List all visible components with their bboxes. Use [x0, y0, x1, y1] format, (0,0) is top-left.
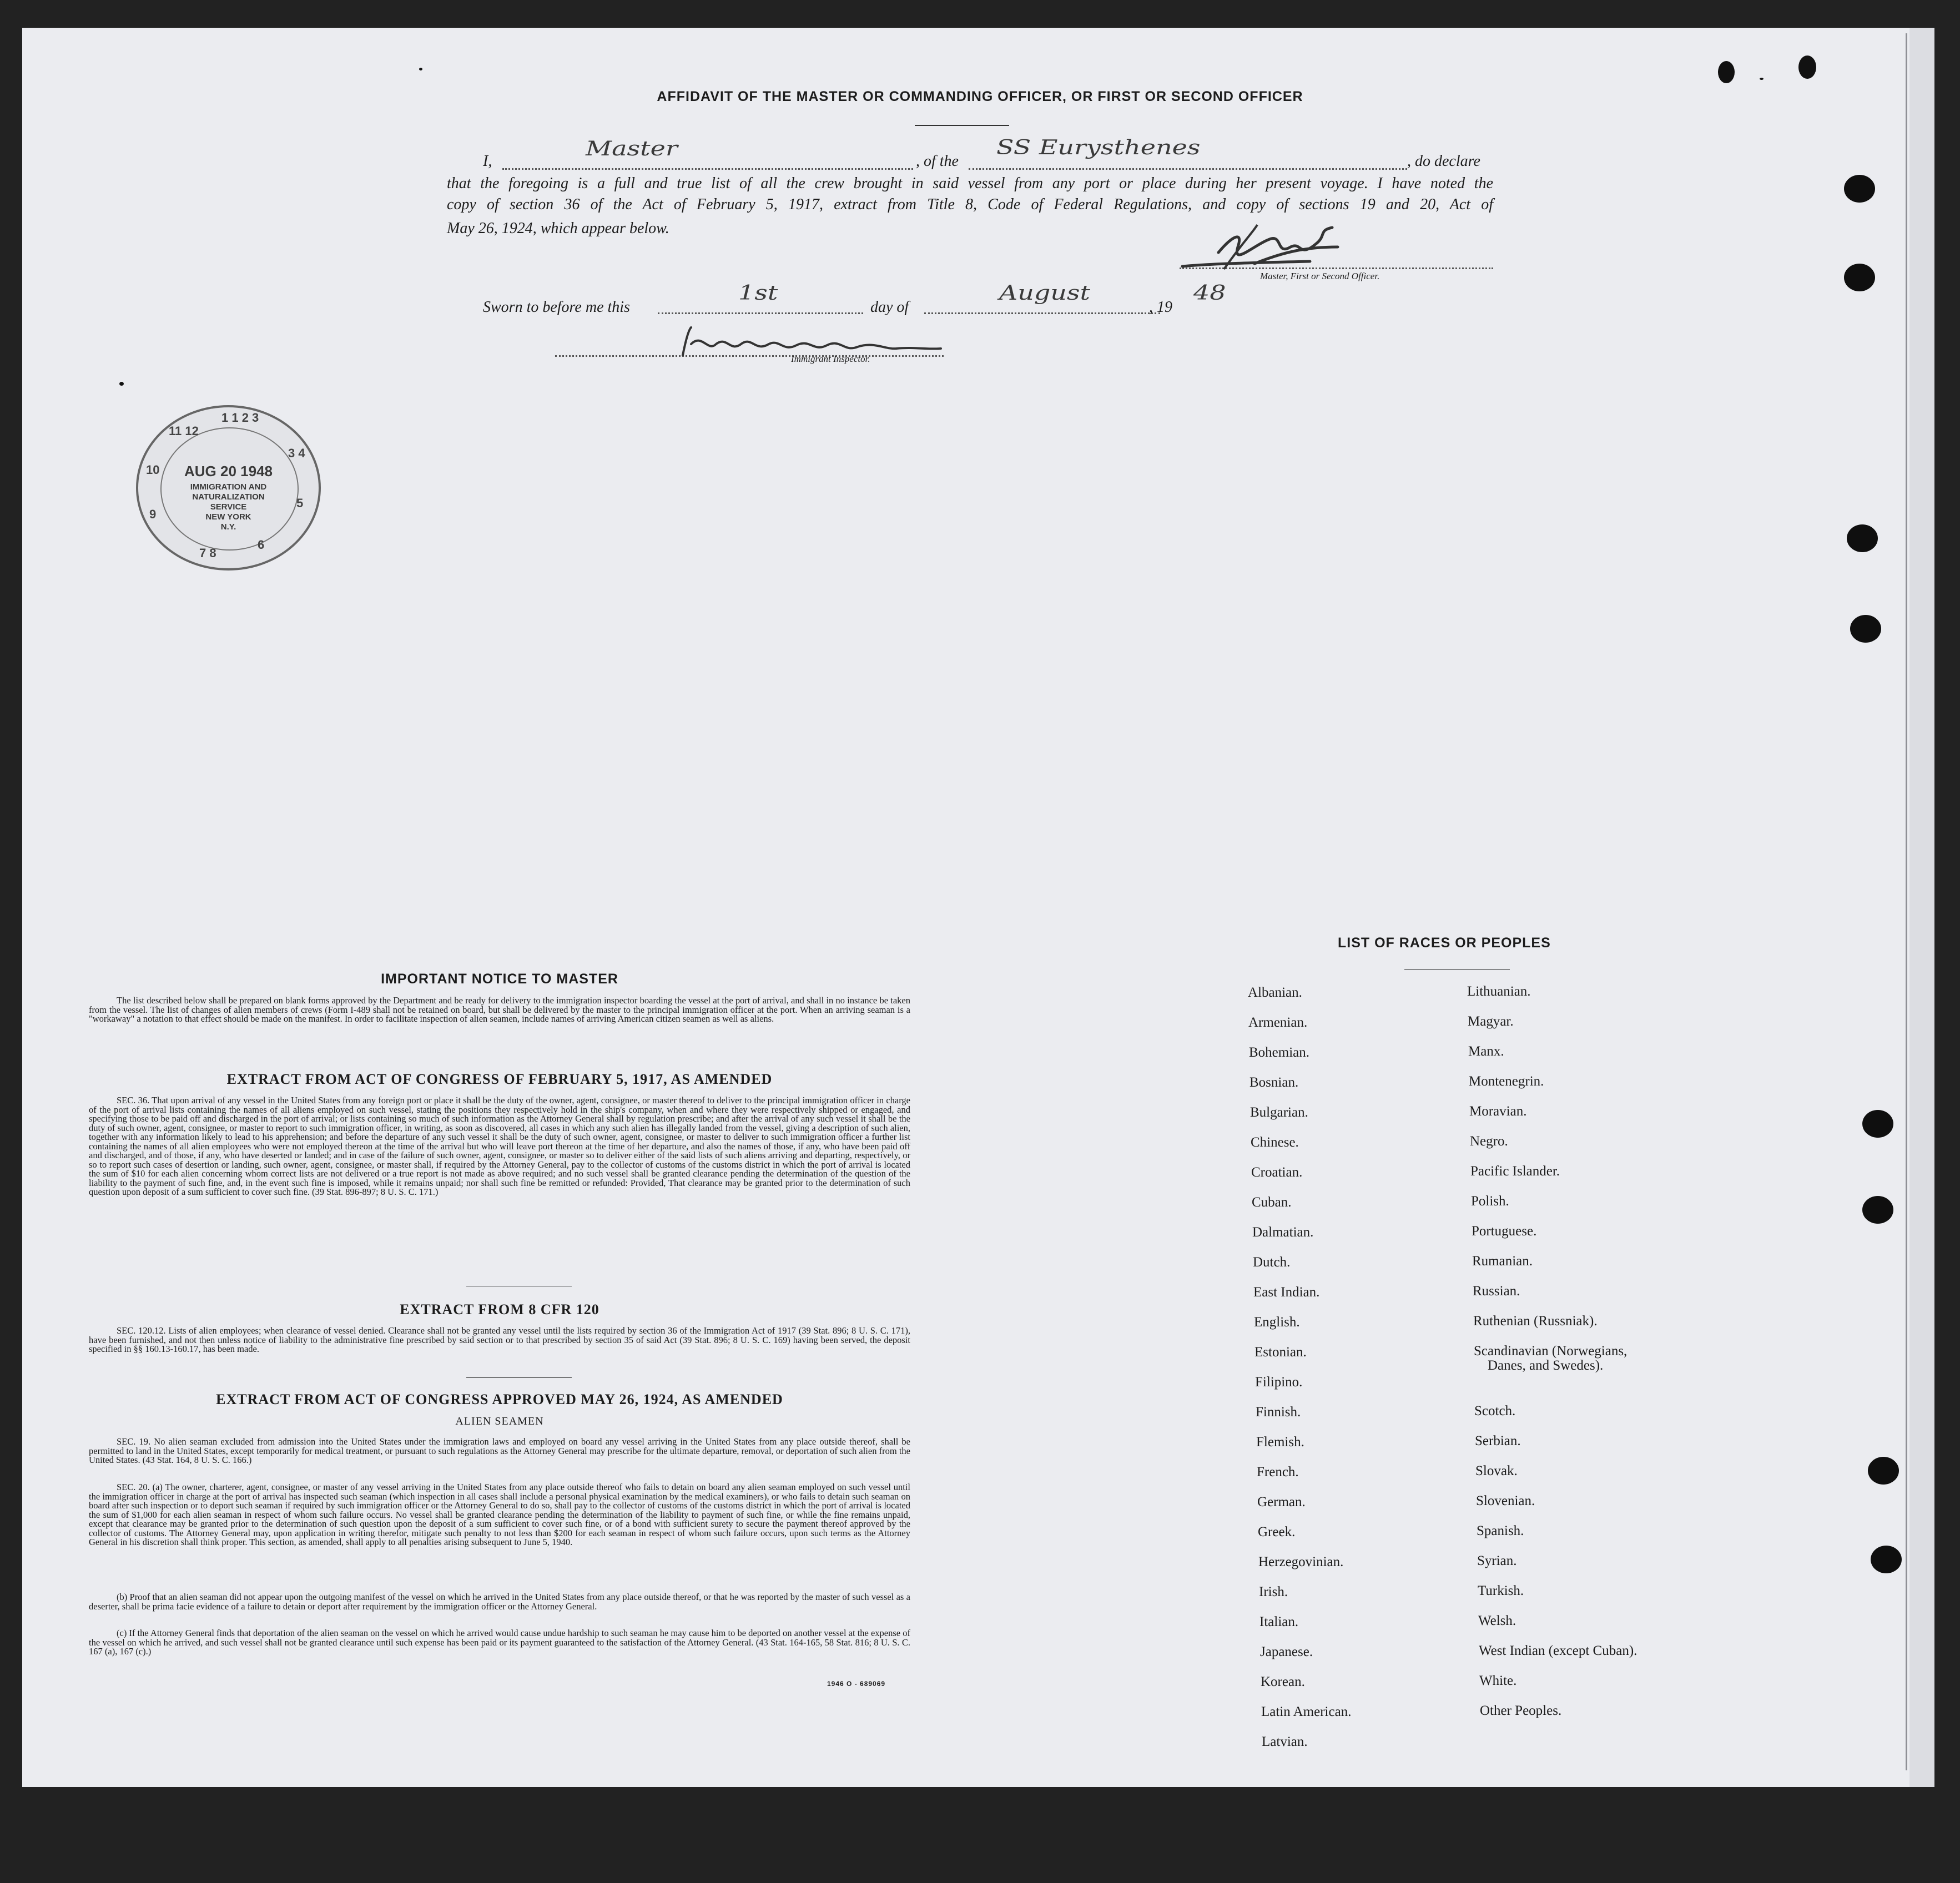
vessel-name-line	[969, 168, 1407, 170]
race-item: Syrian.	[1477, 1553, 1517, 1568]
page-edge	[1906, 33, 1907, 1770]
race-item: Welsh.	[1478, 1613, 1516, 1628]
race-item: Spanish.	[1477, 1523, 1524, 1538]
race-item: East Indian.	[1253, 1285, 1320, 1300]
race-item: Negro.	[1470, 1134, 1508, 1149]
race-item: Lithuanian.	[1467, 984, 1531, 999]
race-item: Bosnian.	[1249, 1075, 1299, 1090]
binder-hole	[1844, 264, 1875, 291]
race-item: Latvian.	[1262, 1734, 1308, 1749]
race-item: Moravian.	[1469, 1104, 1527, 1119]
title-rule	[915, 125, 1009, 126]
day-line	[658, 312, 863, 314]
race-item: Estonian.	[1254, 1345, 1307, 1360]
extract-1924-title: EXTRACT FROM ACT OF CONGRESS APPROVED MAY 26, 1924, AS AMENDED	[216, 1391, 783, 1407]
stamp-line-5: N.Y.	[220, 522, 236, 532]
race-item: Latin American.	[1261, 1704, 1352, 1719]
binder-hole	[1850, 615, 1881, 643]
race-item: White.	[1479, 1673, 1517, 1688]
vessel-handwritten: SS Eurysthenes	[996, 135, 1201, 159]
race-item: Turkish.	[1478, 1583, 1524, 1598]
races-title-rule	[1404, 969, 1510, 970]
race-item: West Indian (except Cuban).	[1479, 1643, 1637, 1658]
extract-1924-sec20c: (c) If the Attorney General finds that deportation of the alien seaman on the vessel on which he arrived would cause undue hardship to such seaman he may cause him to be deported on another vessel at the expense of the vessel on which he arrived, and such vessel shall not be granted clearance until such expense has been paid or its payment guaranteed to the satisfaction of the Attorney General. (43 Stat. 164-165, 58 Stat. 816; 8 U. S. C. 167 (a), 167 (c).)	[89, 1628, 910, 1657]
race-item: Flemish.	[1256, 1435, 1304, 1450]
binder-hole	[1844, 175, 1875, 203]
races-title: LIST OF RACES OR PEOPLES	[1338, 935, 1551, 951]
master-name-line	[502, 168, 913, 170]
race-item: Russian.	[1473, 1284, 1520, 1299]
immigration-service-stamp: 1 1 2 3 3 4 5 6 7 8 9 10 11 12 AUG 20 1948 IMMIGRATION AND NATURALIZATION SERVICE NEW YORK N.Y.	[136, 405, 321, 571]
do-declare-label: , do declare	[1407, 153, 1480, 170]
affidavit-line-2: that the foregoing is a full and true list of all the crew brought in said vessel from any port or place during her present voyage. I have noted the	[447, 175, 1493, 192]
stamp-line-3: SERVICE	[210, 502, 247, 512]
race-item: Slovenian.	[1476, 1493, 1535, 1508]
affidavit-line-3: copy of section 36 of the Act of February 5, 1917, extract from Title 8, Code of Federal Regulations, and copy of sections 19 and 20, Act of	[447, 196, 1493, 213]
ink-mark	[419, 68, 422, 70]
print-code: 1946 O - 689069	[827, 1680, 886, 1688]
officer-caption: Master, First or Second Officer.	[1260, 271, 1380, 281]
master-handwritten: Master	[586, 136, 678, 160]
extract-cfr-title: EXTRACT FROM 8 CFR 120	[400, 1301, 599, 1317]
officer-signature	[1171, 214, 1382, 280]
extract-1924-sec20b: (b) Proof that an alien seaman did not appear upon the outgoing manifest of the vessel on which he arrived in the United States from any place outside thereof, or that he was reported by the master of such vessel as a deserter, shall be prima facie evidence of a failure to detain or deport after requirement by the immigration officer or the Attorney General.	[89, 1592, 910, 1612]
race-item: Serbian.	[1475, 1433, 1521, 1448]
sworn-label: Sworn to before me this	[483, 299, 630, 316]
race-item: Montenegrin.	[1469, 1074, 1544, 1089]
binder-hole	[1862, 1110, 1893, 1138]
race-item: Scotch.	[1474, 1404, 1516, 1418]
race-item: Dutch.	[1253, 1255, 1291, 1270]
stamp-line-1: IMMIGRATION AND	[190, 482, 267, 492]
notice-title: IMPORTANT NOTICE TO MASTER	[381, 971, 618, 987]
race-item: Japanese.	[1260, 1644, 1313, 1659]
extract-cfr-body: SEC. 120.12. Lists of alien employees; when clearance of vessel denied. Clearance shall not be granted any vessel until the lists required by section 36 of the Immigration Act of 1917 (39 Stat. 896; 8 U. S. C. 171), have been furnished, and not then unless notice of liability to the administrative fine prescribed by said section or to that prescribed by section 35 of said Act (39 Stat. 896; 8 U. S. C. 169) having been served, the deposit specified in §§ 160.13-160.17, has been made.	[89, 1325, 910, 1354]
extract-1924-sec20a: SEC. 20. (a) The owner, charterer, agent, consignee, or master of any vessel arriving in the United States from any place outside thereof who fails to detain on board any alien seaman employed on such vessel until the immigration officer in charge at the port of arrival has inspected such seaman (which inspection in all cases shall include a personal physical examination by the medical examiners), or who fails to detain such seaman on board after such inspection or to deport such seaman if required by such immigration officer or the Attorney General to do so, shall pay to the collector of customs of the customs district in which the port of arrival is located the sum of $1,000 for each alien seaman in respect of whom such failure occurs. No vessel shall be granted clearance pending the determination of the liability to payment of such fine, or while the fine remains unpaid, except that clearance may be granted prior to the determination of such question upon the deposit of a sum sufficient to cover such fine, or of a bond with sufficient surety to secure the payment thereof approved by the collector of customs. The Attorney General may, upon application in writing therefor, mitigate such penalty to not less than $200 for each seaman in respect of whom such failure occurs, upon such terms as the Attorney General in his discretion shall think proper. This section, as amended, shall apply to all penalties arising subsequent to June 5, 1940.	[89, 1482, 910, 1547]
race-item: Herzegovinian.	[1258, 1554, 1344, 1569]
race-item: Bohemian.	[1249, 1045, 1310, 1060]
race-item: Other Peoples.	[1480, 1703, 1562, 1718]
race-item: Croatian.	[1251, 1165, 1303, 1180]
day-of-label: day of	[870, 299, 909, 316]
race-item: Korean.	[1261, 1674, 1305, 1689]
race-item: Magyar.	[1468, 1014, 1514, 1029]
stamp-line-2: NATURALIZATION	[192, 492, 265, 502]
race-item: Ruthenian (Russniak).	[1473, 1314, 1598, 1329]
race-item: Italian.	[1259, 1614, 1299, 1629]
extract-1917-title: EXTRACT FROM ACT OF CONGRESS OF FEBRUARY 5, 1917, AS AMENDED	[226, 1071, 773, 1087]
affidavit-title: AFFIDAVIT OF THE MASTER OR COMMANDING OFFICER, OR FIRST OR SECOND OFFICER	[657, 89, 1303, 104]
year-handwritten: 48	[1193, 280, 1226, 305]
race-item: Dalmatian.	[1252, 1225, 1314, 1240]
race-item: Portuguese.	[1472, 1224, 1537, 1239]
race-item: Slovak.	[1475, 1463, 1518, 1478]
binder-hole	[1868, 1457, 1899, 1485]
binder-hole	[1862, 1196, 1893, 1224]
ink-mark	[1798, 55, 1816, 79]
month-handwritten: August	[999, 280, 1091, 305]
race-item: Scandinavian (Norwegians,	[1474, 1344, 1628, 1359]
race-item: Finnish.	[1256, 1405, 1301, 1420]
race-item: English.	[1254, 1315, 1300, 1330]
race-item: Rumanian.	[1472, 1254, 1533, 1269]
race-item: Filipino.	[1255, 1375, 1303, 1390]
race-item: Cuban.	[1252, 1195, 1292, 1210]
binder-hole	[1871, 1546, 1902, 1573]
race-item: German.	[1257, 1495, 1306, 1510]
race-item: Armenian.	[1248, 1015, 1308, 1030]
race-item: Danes, and Swedes).	[1488, 1358, 1604, 1373]
race-item: Polish.	[1471, 1194, 1509, 1209]
extract-1924-subtitle: ALIEN SEAMEN	[455, 1415, 544, 1427]
extract-1917-body: SEC. 36. That upon arrival of any vessel in the United States from any foreign port or place it shall be the duty of the owner, agent, consignee, or master thereof to deliver to the principal immigration officer in charge of the port of arrival lists containing the names of all aliens employed on such vessel, stating the positions they respectively hold in the ship's company, when and where they were respectively shipped or engaged, and specifying those to be paid off and discharged in the port of arrival; or lists containing so much of such information as the Attorney General shall by regulation prescribe; and after the arrival of any such vessel it shall be the duty of such owner, agent, consignee, or master to report to such immigration officer, in writing, as soon as discovered, all cases in which any such alien has illegally landed from the vessel, giving a description of such alien, together with any information likely to lead to his apprehension; and before the departure of any such vessel it shall be the duty of such owner, agent, consignee, or master to deliver to such immigration officer a further list containing the names of all alien employees who were not employed thereon at the time of the arrival but who will leave port thereon at the time of her departure, and also the names of those, if any, who have been paid off and discharged, and of those, if any, who have deserted or landed; and in case of the failure of such owner, agent, consignee, or master so to deliver either of the said lists of such aliens arriving and departing, respectively, or so to report such cases of desertion or landing, such owner, agent, consignee, or master shall, if required by the Attorney General, pay to the collector of customs of the customs district in which the port of arrival is located the sum of $10 for each alien concerning whom correct lists are not delivered or a true report is not made as above required; and no such vessel shall be granted clearance pending the determination of the question of the liability to the payment of such fine, and, in the event such fine is imposed, while it remains unpaid; nor shall such fine be remitted or refunded: Provided, That clearance may be granted prior to the determination of such question upon deposit of a sum sufficient to cover such fine. (39 Stat. 896-897; 8 U. S. C. 171.)	[89, 1095, 910, 1197]
stamp-line-4: NEW YORK	[205, 512, 251, 522]
race-item: Manx.	[1468, 1044, 1504, 1059]
race-item: Chinese.	[1251, 1135, 1299, 1150]
year-prefix: , 19	[1149, 299, 1172, 316]
race-item: Greek.	[1258, 1524, 1296, 1539]
race-item: French.	[1257, 1465, 1299, 1480]
race-item: Irish.	[1259, 1584, 1288, 1599]
race-item: Pacific Islander.	[1470, 1164, 1560, 1179]
of-the-label: , of the	[916, 153, 959, 170]
notice-body: The list described below shall be prepared on blank forms approved by the Department and be ready for delivery to the immigration inspector boarding the vessel at the port of arrival, and shall in no instance be taken from the vessel. The list of changes of alien members of crews (Form I-489 shall not be retained on board, but shall be delivered by the master to the principal immigration officer at the port. When an arriving seaman is a "workaway" a notation to that effect should be made on the manifest. In order to facilitate inspection of alien seamen, include names of arriving American citizen seamen as well as aliens.	[89, 995, 910, 1024]
race-item: Bulgarian.	[1250, 1105, 1308, 1120]
day-handwritten: 1st	[738, 280, 778, 305]
ink-mark	[119, 382, 124, 386]
ink-mark	[1760, 78, 1764, 80]
stamp-date: AUG 20 1948	[184, 463, 273, 479]
month-line	[924, 312, 1160, 314]
ink-mark	[1718, 61, 1735, 83]
section-divider	[466, 1377, 572, 1378]
extract-1924-sec19: SEC. 19. No alien seaman excluded from admission into the United States under the immigration laws and employed on board any vessel arriving in the United States from any place outside thereof, shall be permitted to land in the United States, except temporarily for medical treatment, or pursuant to such regulations as the Attorney General may prescribe for the ultimate departure, removal, or deportation of such alien from the United States. (43 Stat. 164, 8 U. S. C. 166.)	[89, 1436, 910, 1465]
binder-hole	[1847, 524, 1878, 552]
inspector-caption: Immigrant Inspector.	[791, 354, 870, 364]
race-item: Albanian.	[1248, 985, 1302, 1000]
affidavit-line-4: May 26, 1924, which appear below.	[447, 220, 669, 237]
declarant-label: I,	[483, 153, 492, 170]
page-margin-strip	[1909, 28, 1934, 1787]
